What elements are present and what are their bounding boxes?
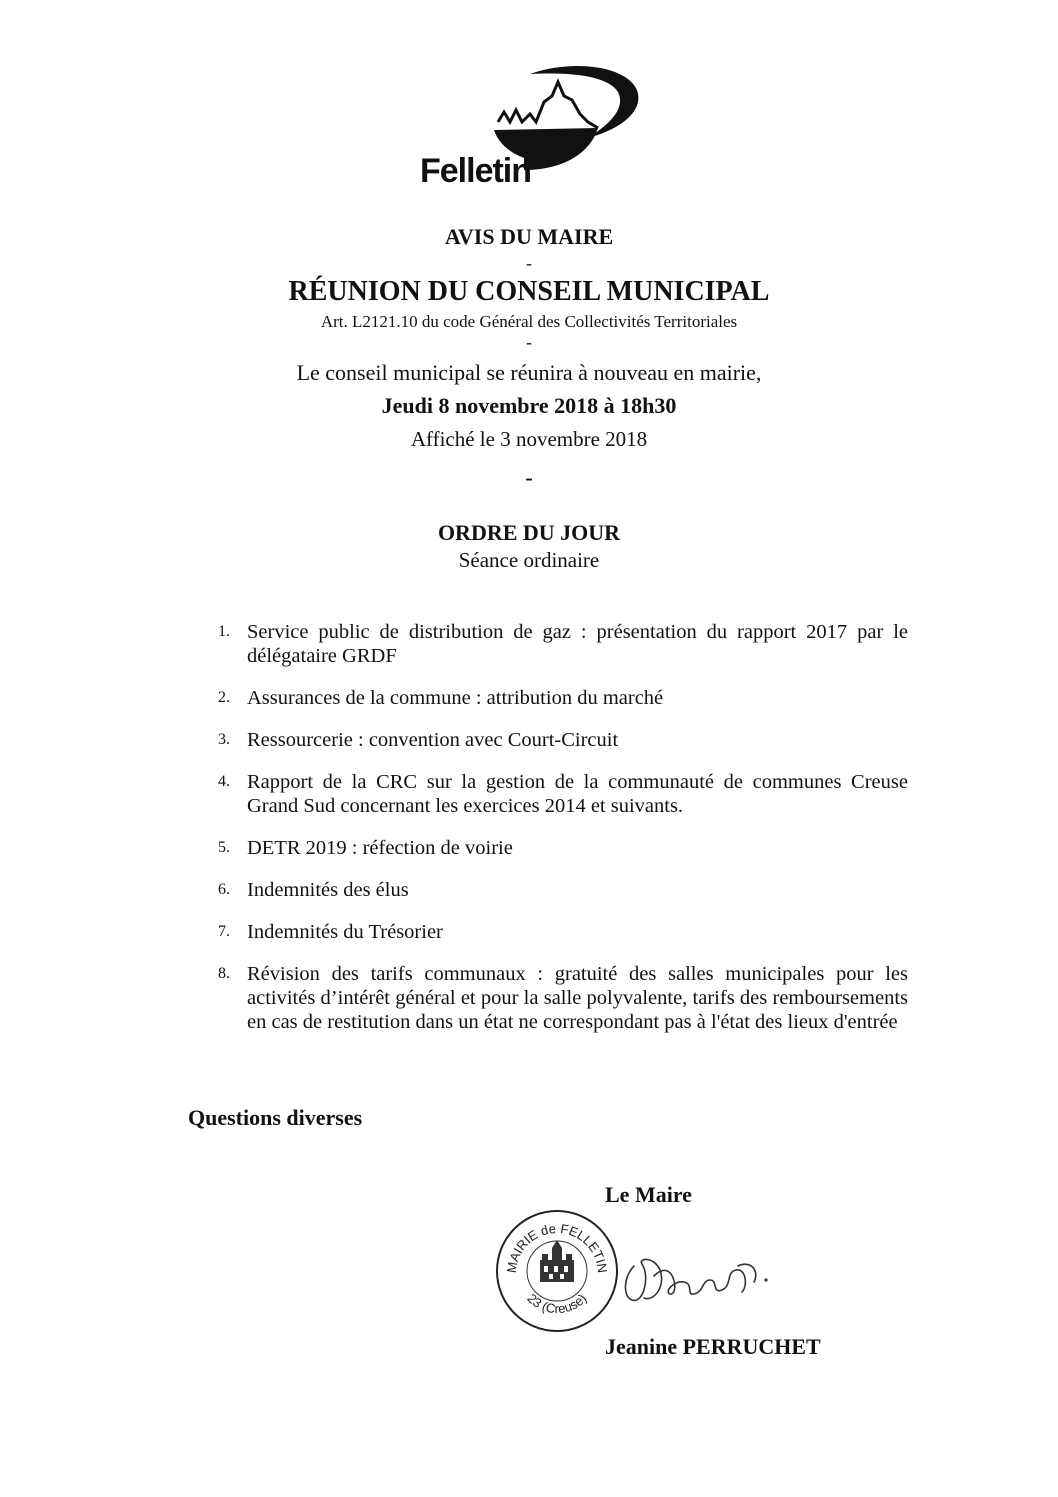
meeting-announcement: Le conseil municipal se réunira à nouveau en mairie, (296, 360, 762, 385)
stamp-bottom-text: 23 (Creuse) (524, 1290, 590, 1317)
agenda-item-number: 1. (218, 623, 230, 640)
separator-dash: - (526, 332, 532, 352)
stamp-graphic (494, 1208, 620, 1334)
signatory-name: Jeanine PERRUCHET (605, 1334, 821, 1359)
official-stamp (494, 1208, 620, 1334)
separator-dash: - (526, 253, 532, 273)
agenda-item-number: 8. (218, 965, 230, 982)
meeting-title: RÉUNION DU CONSEIL MUNICIPAL (288, 276, 770, 307)
agenda-item (188, 728, 908, 752)
felletin-logo (412, 62, 648, 192)
agenda-item-text: Révision des tarifs communaux : gratuité des salles municipales pour les activités d’intérêt général et pour la salle polyvalente, tarifs des remboursements en cas de restitution dans un état ne correspondant pas à l'état des lieux d'entrée (247, 963, 908, 1033)
agenda-item (188, 620, 908, 668)
agenda-item-text: Indemnités des élus (247, 879, 409, 901)
questions-diverses-heading: Questions diverses (188, 1105, 363, 1130)
agenda-item (188, 686, 908, 710)
session-type: Séance ordinaire (458, 548, 600, 572)
agenda-title: ORDRE DU JOUR (437, 520, 621, 545)
agenda-item (188, 836, 908, 860)
signature-graphic (614, 1236, 774, 1320)
agenda-item-text: Indemnités du Trésorier (247, 921, 443, 943)
logo-text: Felletin (420, 152, 532, 190)
agenda-item (188, 962, 908, 1034)
svg-text:23 (Creuse) (524, 1291, 589, 1317)
agenda-item-number: 6. (218, 881, 230, 898)
agenda-item-text: Ressourcerie : convention avec Court-Circuit (247, 729, 619, 751)
handwritten-signature (614, 1236, 774, 1320)
agenda-item-text: Assurances de la commune : attribution du marché (247, 687, 664, 709)
agenda-item-number: 2. (218, 689, 230, 706)
agenda-item (188, 770, 908, 818)
legal-reference: Art. L2121.10 du code Général des Collectivités Territoriales (320, 312, 738, 331)
agenda-list (188, 620, 908, 1052)
agenda-item-number: 5. (218, 839, 230, 856)
separator-dash: - (525, 465, 533, 490)
notice-title: AVIS DU MAIRE (444, 224, 614, 249)
agenda-item-number: 4. (218, 773, 230, 790)
agenda-item (188, 920, 908, 944)
agenda-item-number: 7. (218, 923, 230, 940)
agenda-item-text: Rapport de la CRC sur la gestion de la communauté de communes Creuse Grand Sud concernant les exercices 2014 et suivants. (247, 771, 908, 817)
signatory-role: Le Maire (605, 1182, 692, 1207)
stamp-top-text: MAIRIE de FELLETIN (503, 1220, 611, 1274)
agenda-item (188, 878, 908, 902)
agenda-item-text: DETR 2019 : réfection de voirie (247, 837, 513, 859)
posted-date: Affiché le 3 novembre 2018 (410, 427, 648, 451)
agenda-item-text: Service public de distribution de gaz : présentation du rapport 2017 par le délégataire GRDF (247, 621, 908, 667)
meeting-date: Jeudi 8 novembre 2018 à 18h30 (381, 393, 677, 418)
agenda-item-number: 3. (218, 731, 230, 748)
